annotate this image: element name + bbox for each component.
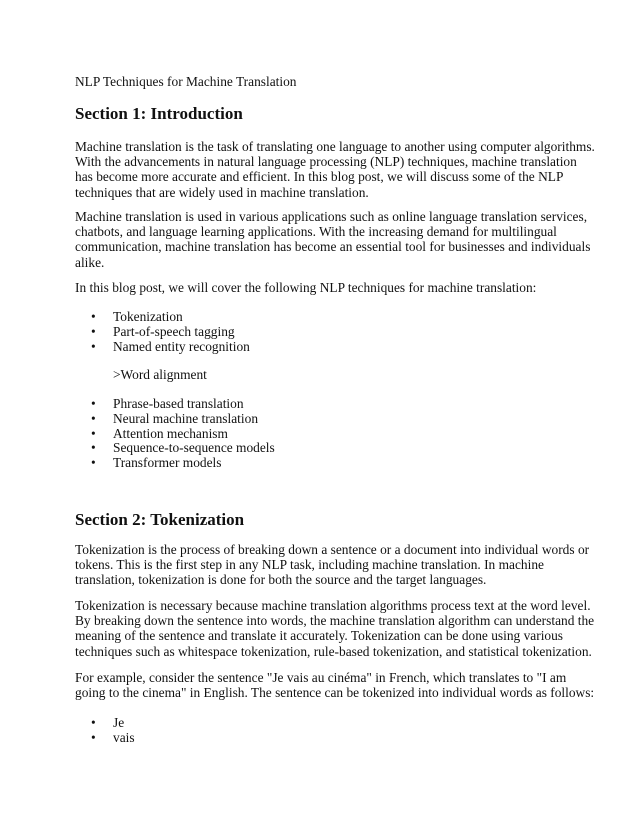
list-item: • Sequence-to-sequence models (75, 440, 275, 455)
paragraph-line: chatbots, and language learning applications. With the increasing demand for multilingual (75, 224, 557, 240)
paragraph-line: techniques that are widely used in machine translation. (75, 184, 369, 200)
indented-list-item: >Word alignment (113, 367, 207, 382)
paragraph-line: communication, machine translation has become an essential tool for businesses and individuals (75, 239, 591, 255)
section-2-paragraph-3 (75, 670, 595, 701)
section-2-paragraph-2 (75, 598, 595, 659)
list-item: • Tokenization (75, 309, 250, 324)
section-2-heading: Section 2: Tokenization (75, 510, 245, 529)
paragraph-line: tokens. This is the first step in any NLP task, including machine translation. In machine (75, 557, 544, 573)
section-1-heading: Section 1: Introduction (75, 104, 243, 123)
paragraph-line: meaning of the sentence and translate it accurately. Tokenization can be done using various (75, 628, 564, 644)
section-1-paragraph-1 (75, 139, 595, 200)
paragraph-line: For example, consider the sentence "Je vais au cinéma" in French, which translates to "I am (75, 670, 567, 685)
list-item: • Je (75, 715, 135, 730)
list-item: • Transformer models (75, 455, 275, 470)
section-1-paragraph-3 (75, 280, 575, 295)
paragraph-line: going to the cinema" in English. The sentence can be tokenized into individual words as follows: (75, 685, 595, 701)
paragraph-line: translation, tokenization is done for both the source and the target languages. (75, 572, 487, 588)
paragraph-line: Tokenization is necessary because machine translation algorithms process text at the word level. (75, 598, 591, 613)
token-list (75, 715, 135, 745)
paragraph-line: By breaking down the sentence into words, the machine translation algorithm can understand the (75, 613, 595, 629)
section-1-paragraph-2 (75, 209, 591, 270)
section-2-paragraph-1 (75, 542, 590, 588)
paragraph-line: Machine translation is the task of translating one language to another using computer algorithms. (75, 139, 595, 154)
technique-list-b (75, 396, 275, 470)
paragraph-line: Tokenization is the process of breaking down a sentence or a document into individual words or (75, 542, 590, 557)
paragraph-line: With the advancements in natural language processing (NLP) techniques, machine translation (75, 154, 577, 170)
document-title: NLP Techniques for Machine Translation (75, 74, 297, 89)
list-item: • vais (75, 730, 135, 745)
technique-list-a (75, 309, 250, 353)
paragraph-line: has become more accurate and efficient. In this blog post, we will discuss some of the NLP (75, 169, 564, 185)
paragraph-line: Machine translation is used in various applications such as online language translation services, (75, 209, 588, 224)
paragraph-line: In this blog post, we will cover the following NLP techniques for machine translation: (75, 280, 537, 295)
list-item: • Attention mechanism (75, 426, 275, 441)
paragraph-line: alike. (75, 254, 105, 270)
list-item: • Phrase-based translation (75, 396, 275, 411)
list-item: • Named entity recognition (75, 339, 250, 354)
list-item: • Neural machine translation (75, 411, 275, 426)
paragraph-line: techniques such as whitespace tokenization, rule-based tokenization, and statistical tokenization. (75, 643, 592, 659)
list-item: • Part-of-speech tagging (75, 324, 250, 339)
